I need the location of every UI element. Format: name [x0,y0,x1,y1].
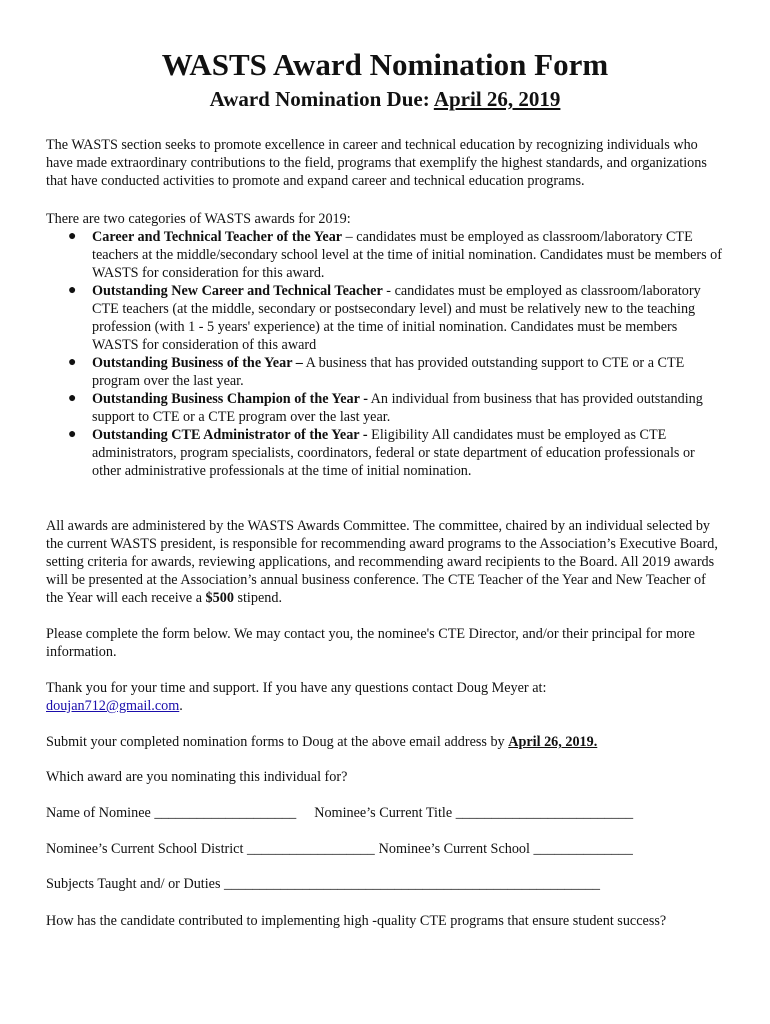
school-district-field[interactable] [46,840,375,858]
thanks-paragraph [46,679,726,715]
category-name: Outstanding New Career and Technical Teacher [92,283,383,299]
subjects-blank[interactable]: _____________________________________________________ [224,876,601,892]
due-date-heading [0,86,770,112]
category-description: Eligibility All candidates must be employed as CTE administrators, program specialists, coordinators, federal or state department of education professionals or other administrative professionals at the time of initial nomination. [92,427,695,479]
bullet-icon: ● [68,229,77,244]
nominee-name-field[interactable] [46,804,296,822]
contribution-question: How has the candidate contributed to implementing high -quality CTE programs that ensure student success? [46,913,667,929]
please-complete-paragraph: Please complete the form below. We may contact you, the nominee's CTE Director, and/or their principal for more information. [46,626,695,660]
school-row [46,840,726,858]
category-description: A business that has provided outstanding support to CTE or a CTE program over the last year. [92,355,685,389]
category-description: An individual from business that has provided outstanding support to CTE or a CTE program over the last year. [92,391,703,425]
category-name: Career and Technical Teacher of the Year [92,229,343,245]
thanks-text: Thank you for your time and support. If you have any questions contact Doug Meyer at: [46,680,547,696]
bullet-icon: ● [68,427,77,442]
submit-text: Submit your completed nomination forms to Doug at the above email address by [46,734,509,750]
category-name: Outstanding CTE Administrator of the Year - [92,427,368,443]
current-school-blank[interactable]: ______________ [533,841,633,857]
award-question: Which award are you nominating this individual for? [46,769,348,785]
nominee-name-label: Name of Nominee [46,805,151,821]
nominee-row [46,804,726,822]
due-date: April 26, 2019 [433,87,561,111]
submit-paragraph [46,733,726,751]
category-name: Outstanding Business Champion of the Year - [92,391,368,407]
school-district-blank[interactable]: __________________ [246,841,375,857]
categories-intro: There are two categories of WASTS awards for 2019: [46,211,351,227]
bullet-icon: ● [68,391,77,406]
subjects-field[interactable] [46,875,600,893]
school-district-label: Nominee’s Current School District [46,841,244,857]
committee-text: All awards are administered by the WASTS Awards Committee. The committee, chaired by an individual selected by the current WASTS president, is responsible for recommending award programs to the Association’s Executive Board, setting criteria for awards, reviewing applications, and recommending award recipients to the Board. All 2019 awards will be presented at the Association’s annual business conference. The CTE Teacher of the Year and New Teacher of the Year will each receive a [46,518,718,606]
subjects-row [46,875,726,893]
committee-text-end: stipend. [233,590,282,606]
list-item [46,426,726,480]
nominee-name-blank[interactable]: ____________________ [154,805,297,821]
bullet-icon: ● [68,355,77,370]
list-item [46,282,726,354]
current-title-field[interactable] [314,804,633,822]
submit-deadline: April 26, 2019. [508,734,598,750]
category-description: – candidates must be employed as classroom/laboratory CTE teachers at the middle/secondary school level at the time of initial nomination. Candidates must be members of WASTS for consideration for this award. [92,229,722,281]
current-school-label: Nominee’s Current School [378,841,530,857]
current-school-field[interactable] [379,840,633,858]
current-title-blank[interactable]: _________________________ [455,805,634,821]
list-item [46,390,726,426]
list-item [46,354,726,390]
page-title: WASTS Award Nomination Form [161,47,609,82]
stipend-amount: $500 [205,590,234,606]
email-period: . [179,698,183,714]
current-title-label: Nominee’s Current Title [314,805,453,821]
bullet-icon: ● [68,283,77,298]
due-label: Award Nomination Due: [209,87,430,111]
intro-paragraph: The WASTS section seeks to promote excellence in career and technical education by recognizing individuals who have made extraordinary contributions to the field, programs that exemplify the highest standards, and organizations that have conducted activities to promote and expand career and technical education programs. [46,137,707,189]
subjects-label: Subjects Taught and/ or Duties [46,876,221,892]
category-description: - candidates must be employed as classroom/laboratory CTE teachers (at the middle, secondary or postsecondary level) and must be relatively new to the teaching profession (with 1 - 5 years' experience) at the time of initial nomination. Candidates must be members WASTS for consideration of this award [92,283,701,353]
contact-email-link[interactable]: doujan712@gmail.com [46,698,180,714]
committee-paragraph [46,517,726,607]
award-categories-list [46,228,726,480]
category-name: Outstanding Business of the Year – [92,355,303,371]
list-item [46,228,726,282]
